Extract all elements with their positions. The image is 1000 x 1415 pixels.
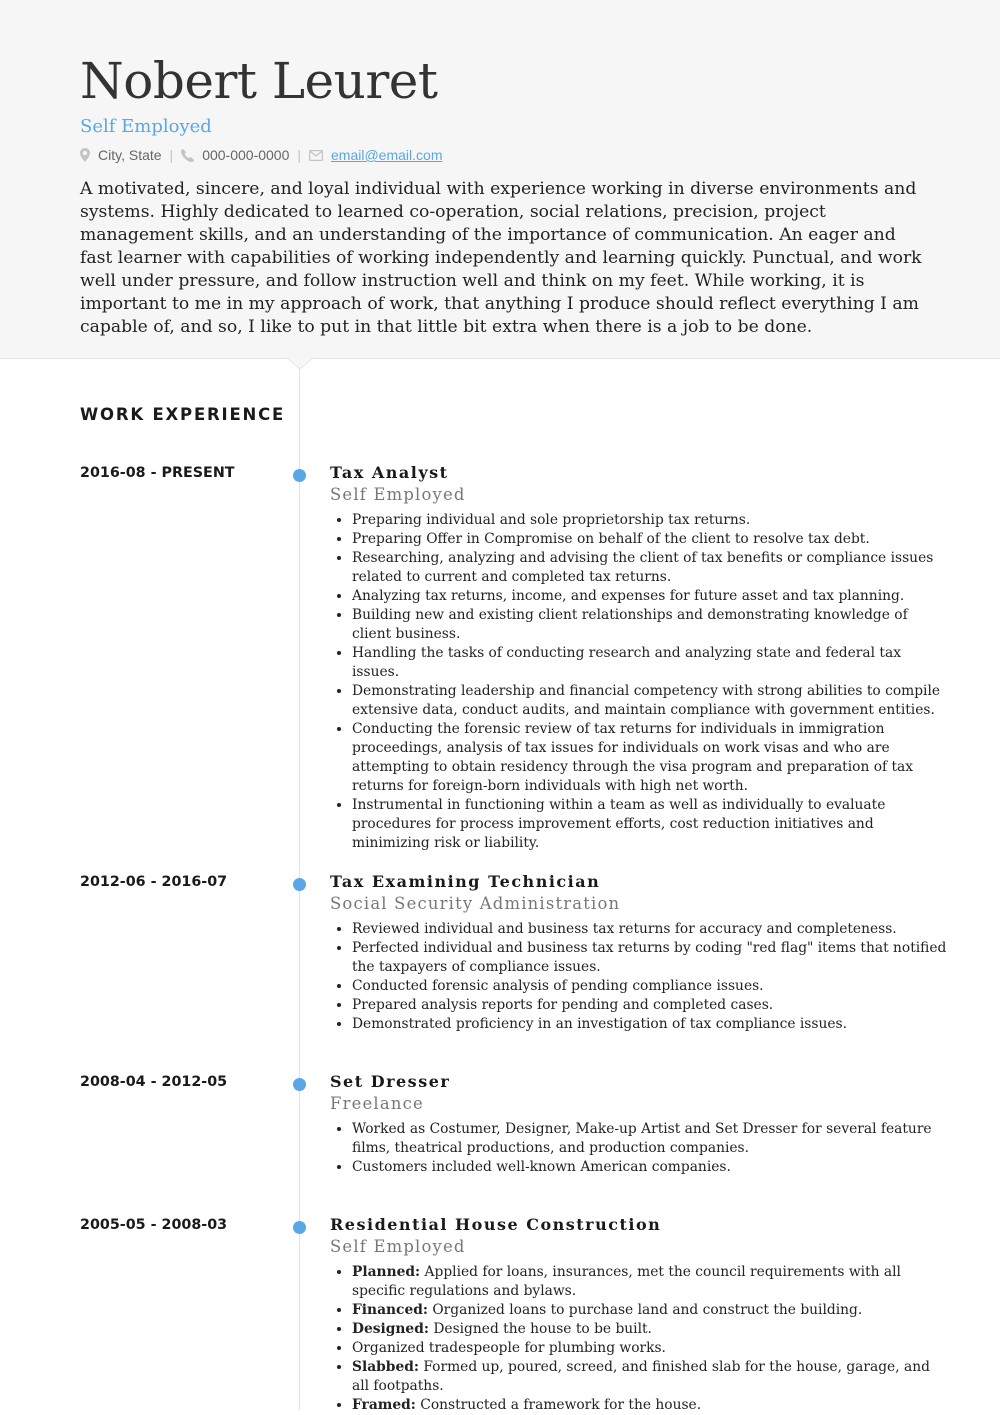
job-bullets [330,1120,947,1177]
job-date: 2008-04 - 2012-05 [80,1074,228,1090]
job-bullets [330,511,947,853]
job-date: 2005-05 - 2008-03 [80,1217,228,1233]
list-item: • Handling the tasks of conducting research and analyzing state and federal tax issues. [352,644,947,682]
list-item: • Conducted forensic analysis of pending compliance issues. [352,977,947,996]
job-title: Residential House Construction [330,1215,662,1234]
timeline-dot [293,878,306,891]
list-item: • Slabbed: Formed up, poured, screed, and finished slab for the house, garage, and all footpaths. [352,1358,947,1396]
job-title: Set Dresser [330,1072,451,1091]
contact-separator: | [169,147,174,163]
list-item: • Framed: Constructed a framework for the house. [352,1396,947,1415]
list-item: • Analyzing tax returns, income, and expenses for future asset and tax planning. [352,587,947,606]
job-title: Tax Examining Technician [330,872,601,891]
list-item: • Researching, analyzing and advising the client of tax benefits or compliance issues related to current and completed tax returns. [352,549,947,587]
job-bullets [330,1263,947,1415]
job-company: Self Employed [330,485,466,504]
professional-summary: A motivated, sincere, and loyal individual with experience working in diverse environments and systems. Highly dedicated to learned co-operation, social relations, precision, project management skills, and an understanding of the importance of communication. An eager and fast learner with capabilities of working independently and learning quickly. Punctual, and work well under pressure, and follow instruction well and think on my feet. While working, it is important to me in my approach of work, that anything I produce should reflect everything I am capable of, and so, I like to put in that little bit extra when there is a job to be done. [80,179,922,337]
phone-icon [181,149,194,162]
job-date: 2016-08 - PRESENT [80,465,235,481]
envelope-icon [309,150,323,161]
list-item: • Preparing Offer in Compromise on behalf of the client to resolve tax debt. [352,530,947,549]
candidate-name: Nobert Leuret [80,52,438,110]
job-company: Self Employed [330,1237,466,1256]
email-link[interactable]: email@email.com [331,147,443,163]
contact-separator: | [297,147,302,163]
list-item: • Conducting the forensic review of tax returns for individuals in immigration proceedings, analysis of tax issues for individuals on work visas and who are attempting to obtain residency through the visa program and preparation of tax returns for foreign-born individuals with high net worth. [352,720,947,796]
job-bullets [330,920,947,1034]
phone-text: 000-000-0000 [202,147,290,163]
list-item: • Planned: Applied for loans, insurances, met the council requirements with all specific regulations and bylaws. [352,1263,947,1301]
candidate-subtitle: Self Employed [80,116,212,137]
timeline-dot [293,469,306,482]
list-item: • Demonstrating leadership and financial competency with strong abilities to compile extensive data, conduct audits, and maintain compliance with government entities. [352,682,947,720]
list-item: • Instrumental in functioning within a team as well as individually to evaluate procedures for process improvement efforts, cost reduction initiatives and minimizing risk or liability. [352,796,947,853]
location-pin-icon [80,148,90,162]
contact-info [80,145,442,165]
list-item: • Preparing individual and sole proprietorship tax returns. [352,511,947,530]
list-item: • Reviewed individual and business tax returns for accuracy and completeness. [352,920,947,939]
list-item: • Customers included well-known American companies. [352,1158,947,1177]
list-item: • Organized tradespeople for plumbing works. [352,1339,947,1358]
list-item: • Prepared analysis reports for pending and completed cases. [352,996,947,1015]
section-title: WORK EXPERIENCE [80,405,286,424]
list-item: • Worked as Costumer, Designer, Make-up Artist and Set Dresser for several feature films, theatrical productions, and production companies. [352,1120,947,1158]
location-text: City, State [98,147,162,163]
resume-header [0,0,1000,359]
list-item: • Perfected individual and business tax returns by coding "red flag" items that notified the taxpayers of compliance issues. [352,939,947,977]
job-company: Social Security Administration [330,894,621,913]
list-item: • Building new and existing client relationships and demonstrating knowledge of client business. [352,606,947,644]
job-title: Tax Analyst [330,463,449,482]
timeline-dot [293,1078,306,1091]
job-company: Freelance [330,1094,424,1113]
timeline-dot [293,1221,306,1234]
job-date: 2012-06 - 2016-07 [80,874,228,890]
list-item: • Designed: Designed the house to be built. [352,1320,947,1339]
list-item: • Financed: Organized loans to purchase land and construct the building. [352,1301,947,1320]
list-item: • Demonstrated proficiency in an investigation of tax compliance issues. [352,1015,947,1034]
header-notch [286,357,314,371]
